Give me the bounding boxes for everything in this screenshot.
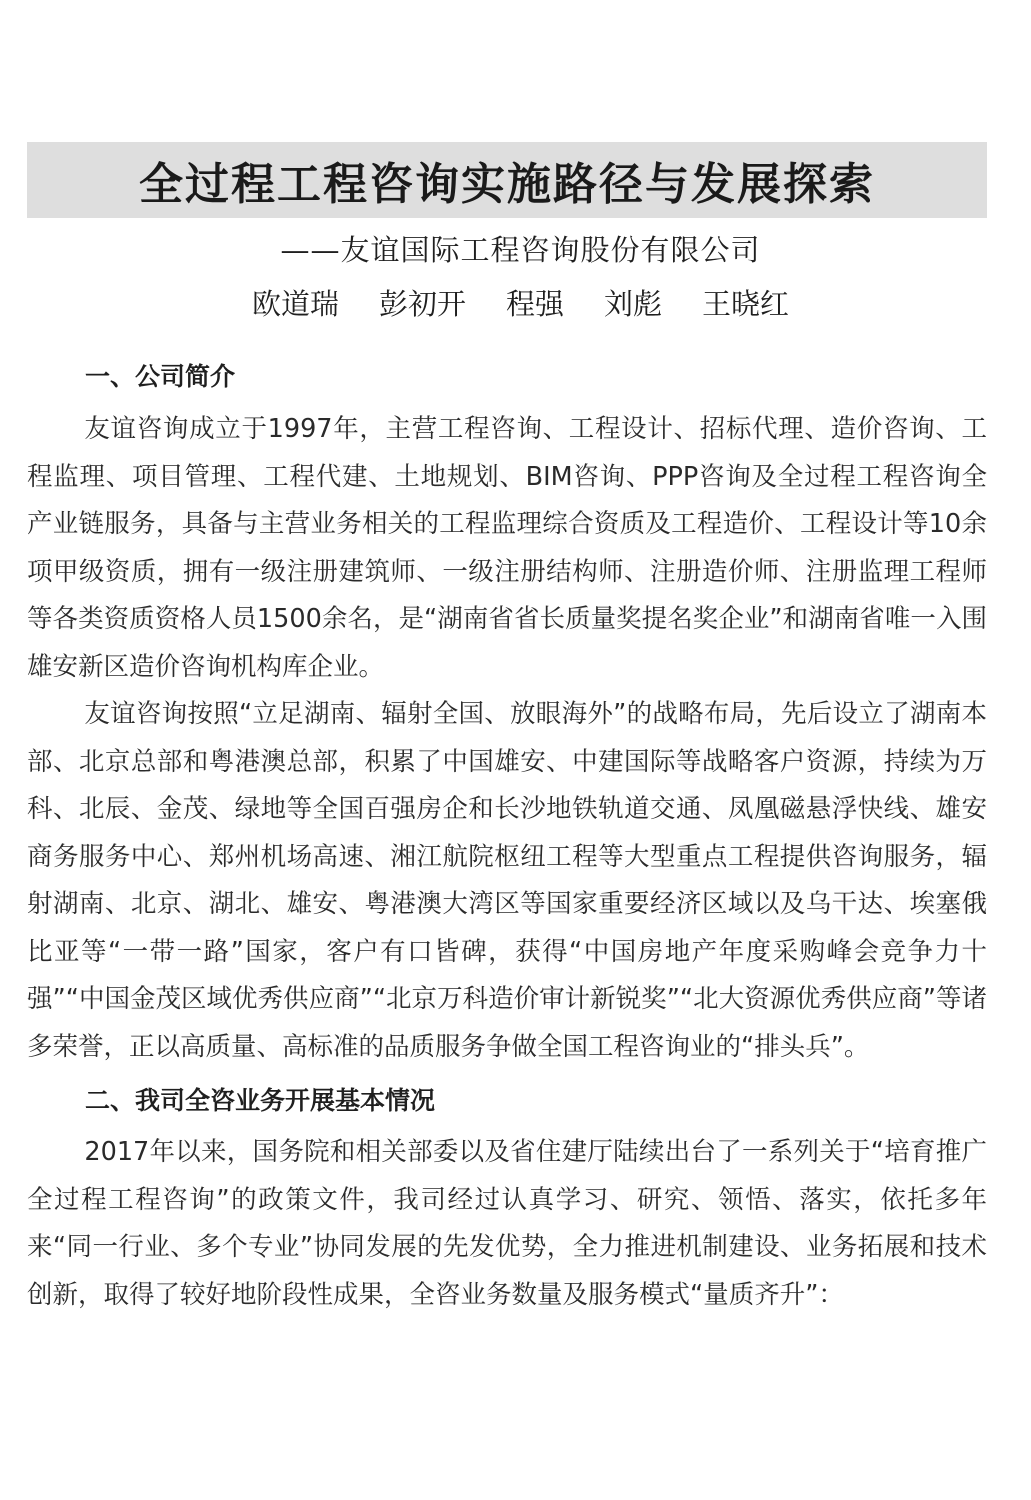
author-name: 刘彪 xyxy=(604,287,663,321)
section-heading: 二、我司全咨业务开展基本情况 xyxy=(85,1086,436,1115)
body-paragraph: 友谊咨询按照“立足湖南、辐射全国、放眼海外”的战略布局，先后设立了湖南本部、北京总部和粤港澳总部，积累了中国雄安、中建国际等战略客户资源，持续为万科、北辰、金茂、绿地等全国百强房企和长沙地铁轨道交通、凤凰磁悬浮快线、雄安商务服务中心、郑州机场高速、湘江航院枢纽工程等大型重点工程提供咨询服务，辐射湖南、北京、湖北、雄安、粤港澳大湾区等国家重要经济区域以及乌干达、埃塞俄比亚等“一带一路”国家，客户有口皆碑，获得“中国房地产年度采购峰会竞争力十强”“中国金茂区域优秀供应商”“北京万科造价审计新锐奖”“北大资源优秀供应商”等诸多荣誉，正以高质量、高标准的品质服务争做全国工程咨询业的“排头兵”。 xyxy=(27,699,987,1062)
section-heading: 一、公司简介 xyxy=(85,362,236,391)
author-name: 欧道瑞 xyxy=(251,287,339,321)
author-list xyxy=(0,282,1031,323)
author-name: 彭初开 xyxy=(378,287,466,321)
article-subtitle: ——友谊国际工程咨询股份有限公司 xyxy=(280,233,761,267)
body-paragraph: 友谊咨询成立于1997年，主营工程咨询、工程设计、招标代理、造价咨询、工程监理、项目管理、工程代建、土地规划、BIM咨询、PPP咨询及全过程工程咨询全产业链服务，具备与主营业务相关的工程监理综合资质及工程造价、工程设计等10余项甲级资质，拥有一级注册建筑师、一级注册结构师、注册造价师、注册监理工程师等各类资质资格人员1500余名，是“湖南省省长质量奖提名奖企业”和湖南省唯一入围雄安新区造价咨询机构库企业。 xyxy=(27,414,987,682)
article-title: 全过程工程咨询实施路径与发展探索 xyxy=(139,159,875,210)
title-banner xyxy=(27,142,987,218)
body-paragraph: 2017年以来，国务院和相关部委以及省住建厅陆续出台了一系列关于“培育推广全过程工程咨询”的政策文件，我司经过认真学习、研究、领悟、落实，依托多年来“同一行业、多个专业”协同发展的先发优势，全力推进机制建设、业务拓展和技术创新，取得了较好地阶段性成果，全咨业务数量及服务模式“量质齐升”： xyxy=(27,1137,987,1310)
article-body xyxy=(27,355,987,1319)
author-name: 程强 xyxy=(505,287,564,321)
author-name: 王晓红 xyxy=(702,287,790,321)
